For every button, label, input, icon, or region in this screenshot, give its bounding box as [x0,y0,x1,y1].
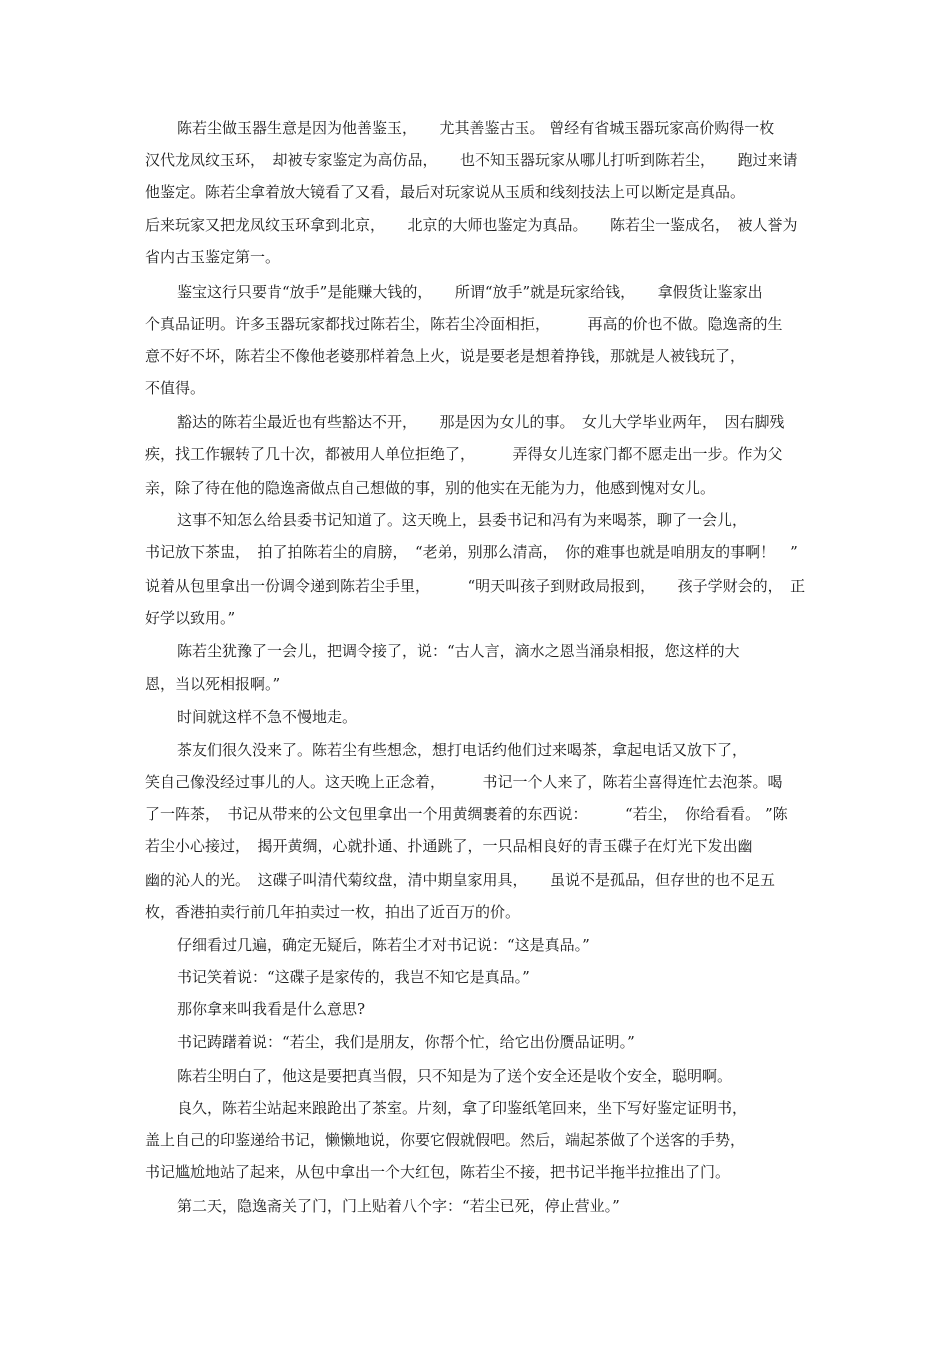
text-line: 茶友们很久没来了。陈若尘有些想念，想打电话约他们过来喝茶，拿起电话又放下了， [177,741,748,759]
text-line: 恩，当以死相报啊。” [145,675,281,693]
text-line: 陈若尘明白了，他这是要把真当假，只不知是为了送个安全还是收个安全，聪明啊。 [177,1067,733,1085]
text-line: 枚，香港拍卖行前几年拍卖过一枚，拍出了近百万的价。 [145,903,521,921]
text-line: 陈若尘做玉器生意是因为他善鉴玉， 尤其善鉴古玉。 曾经有省城玉器玩家高价购得一枚 [177,119,775,137]
text-line: 仔细看过几遍，确定无疑后，陈若尘才对书记说：“这是真品。” [177,936,590,954]
text-line: 书记踌躇着说：“若尘，我们是朋友，你帮个忙，给它出份赝品证明。” [177,1033,635,1051]
text-line: 了一阵茶， 书记从带来的公文包里拿出一个用黄绸裹着的东西说： “若尘， 你给看看。 ”陈 [145,805,788,823]
text-line: 说着从包里拿出一份调令递到陈若尘手里， “明天叫孩子到财政局报到， 孩子学财会的， 正 [145,577,806,595]
text-line: 他鉴定。陈若尘拿着放大镜看了又看，最后对玩家说从玉质和线刻技法上可以断定是真品。 [145,183,746,201]
text-line: 陈若尘犹豫了一会儿，把调令接了，说：“古人言，滴水之恩当涌泉相报，您这样的大 [177,642,740,660]
text-line: 鉴宝这行只要肯“放手”是能赚大钱的， 所谓“放手”就是玩家给钱， 拿假货让鉴家出 [177,283,763,301]
text-line: 书记放下茶盅， 拍了拍陈若尘的肩膀， “老弟，别那么清高， 你的难事也就是咱朋友的事啊！ ” [145,543,798,561]
text-line: 第二天，隐逸斋关了门，门上贴着八个字：“若尘已死，停止营业。” [177,1197,620,1215]
text-line: 盖上自己的印鉴递给书记，懒懒地说，你要它假就假吧。然后，端起茶做了个送客的手势， [145,1131,746,1149]
text-line: 个真品证明。许多玉器玩家都找过陈若尘，陈若尘冷面相拒， 再高的价也不做。隐逸斋的生 [145,315,783,333]
text-line: 幽的沁人的光。 这碟子叫清代菊纹盘，清中期皇家用具， 虽说不是孤品，但存世的也不足五 [145,871,776,889]
text-line: 若尘小心接过， 揭开黄绸，心就扑通、扑通跳了，一只品相良好的青玉碟子在灯光下发出幽 [145,837,753,855]
text-line: 好学以致用。” [145,609,236,627]
text-line: 良久，陈若尘站起来踉跄出了茶室。片刻，拿了印鉴纸笔回来，坐下写好鉴定证明书， [177,1099,748,1117]
text-line: 时间就这样不急不慢地走。 [177,708,358,726]
text-line: 意不好不坏，陈若尘不像他老婆那样着急上火，说是要老是想着挣钱，那就是人被钱玩了， [145,347,746,365]
text-line: 书记笑着说：“这碟子是家传的，我岂不知它是真品。” [177,968,530,986]
text-line: 疾，找工作辗转了几十次，都被用人单位拒绝了， 弄得女儿连家门都不愿走出一步。作为父 [145,445,783,463]
text-line: 亲，除了待在他的隐逸斋做点自己想做的事，别的他实在无能为力，他感到愧对女儿。 [145,479,716,497]
text-line: 豁达的陈若尘最近也有些豁达不开， 那是因为女儿的事。 女儿大学毕业两年， 因右脚残 [177,413,785,431]
text-line: 这事不知怎么给县委书记知道了。这天晚上，县委书记和冯有为来喝茶，聊了一会儿， [177,511,748,529]
text-line: 那你拿来叫我看是什么意思? [177,1000,366,1018]
text-line: 不值得。 [145,379,206,397]
text-line: 省内古玉鉴定第一。 [145,248,281,266]
text-line: 书记尴尬地站了起来，从包中拿出一个大红包，陈若尘不接，把书记半拖半拉推出了门。 [145,1163,731,1181]
text-line: 后来玩家又把龙凤纹玉环拿到北京， 北京的大师也鉴定为真品。 陈若尘一鉴成名， 被人誉为 [145,216,798,234]
text-line: 汉代龙凤纹玉环， 却被专家鉴定为高仿品， 也不知玉器玩家从哪儿打听到陈若尘， 跑过来请 [145,151,798,169]
text-line: 笑自己像没经过事儿的人。这天晚上正念着， 书记一个人来了，陈若尘喜得连忙去泡茶。喝 [145,773,783,791]
